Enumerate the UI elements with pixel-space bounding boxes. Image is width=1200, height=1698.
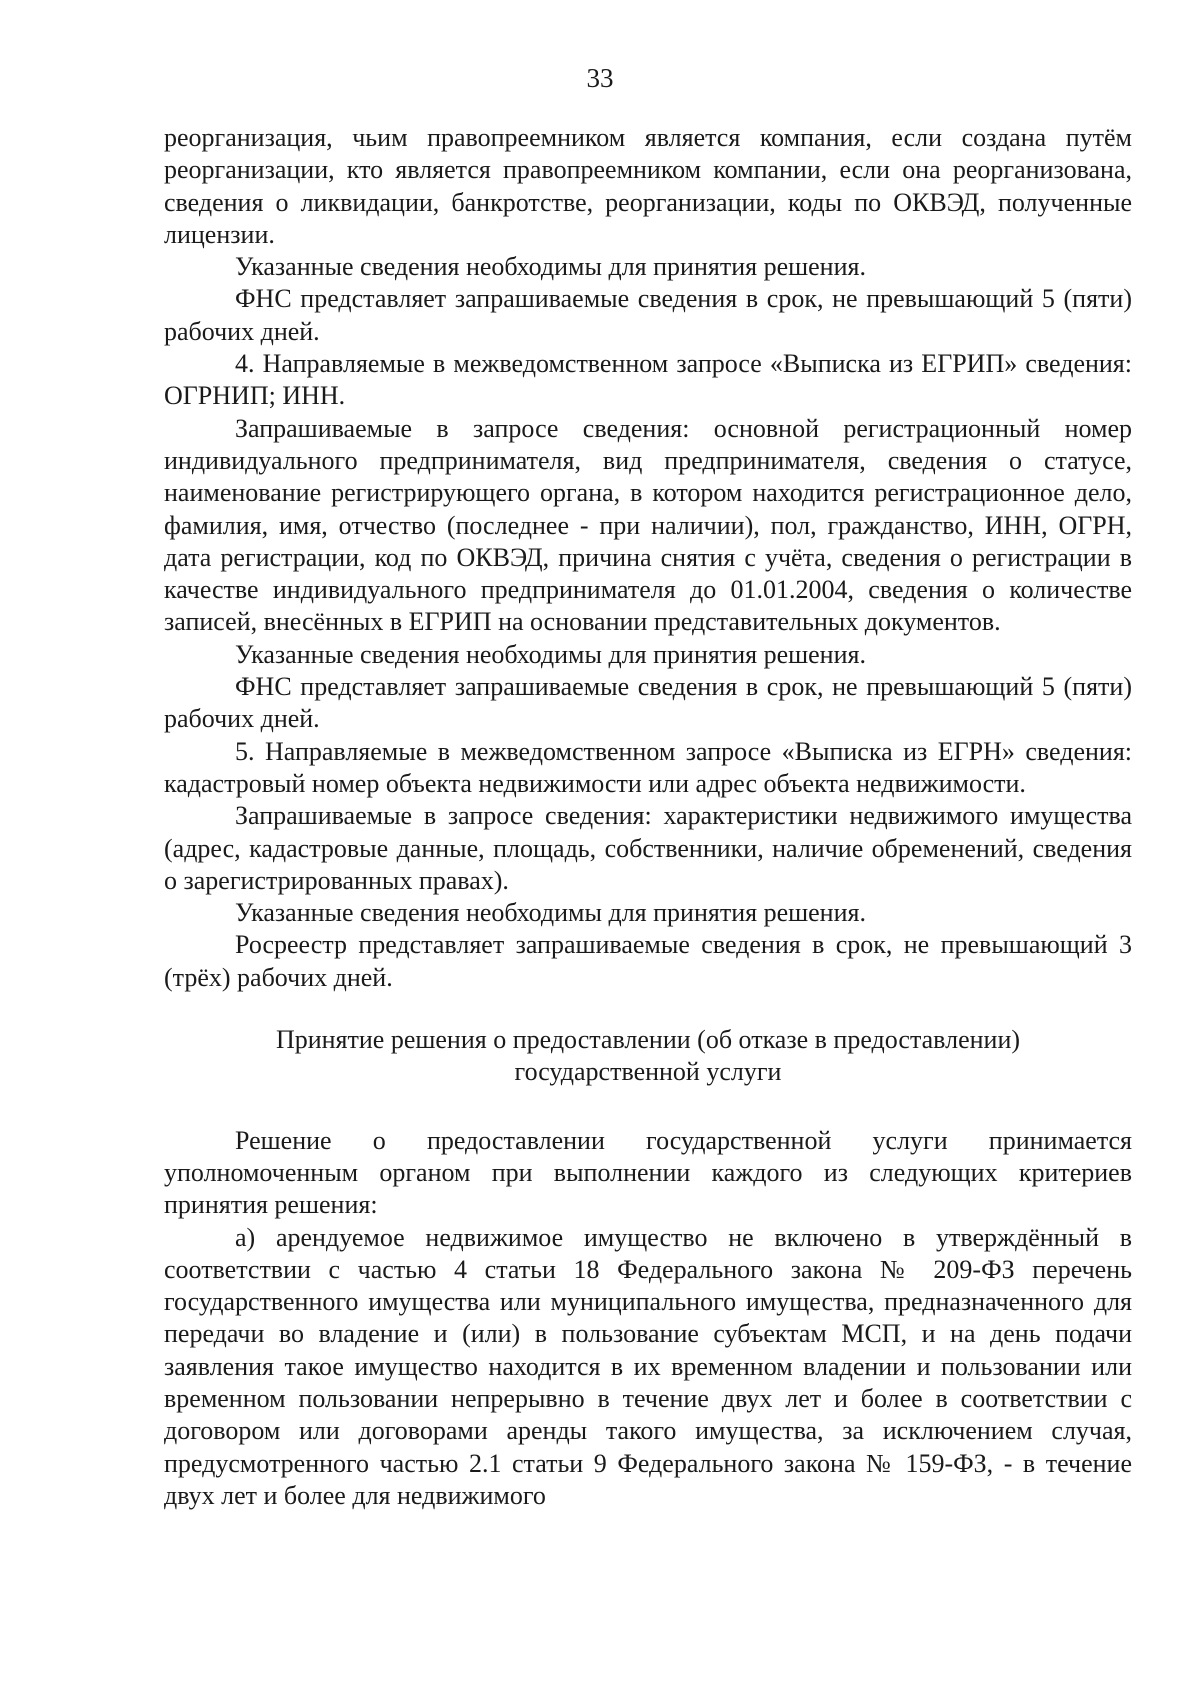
paragraph-item-a: а) арендуемое недвижимое имущество не включено в утверждённый в соответствии с частью 4 статьи 18 Федерального закона № 209-ФЗ перечень государственного имущества или муниципального имущества, предназначенного для передачи во владение и (или) в пользование субъектам МСП, и на день подачи заявления такое имущество находится в их временном владении и пользовании или временном пользовании непрерывно в течение двух лет и более в соответствии с договором или договорами аренды такого имущества, за исключением случая, предусмотренного частью 2.1 статьи 9 Федерального закона № 159-ФЗ, - в течение двух лет и более для недвижимого [164,1222,1132,1510]
section-heading [164,1024,1132,1089]
document-body [164,122,1132,1512]
page-number: 33 [586,63,614,93]
paragraph-item-5: 5. Направляемые в межведомственном запросе «Выписка из ЕГРН» сведения: кадастровый номер объекта недвижимости или адрес объекта недвижимости. [164,736,1132,798]
paragraph: Указанные сведения необходимы для принятия решения. [235,639,866,669]
paragraph: ФНС представляет запрашиваемые сведения в срок, не превышающий 5 (пяти) рабочих дней. [164,672,1132,734]
paragraph: Росреестр представляет запрашиваемые сведения в срок, не превышающий 3 (трёх) рабочих дней. [164,930,1132,992]
paragraph-item-4: 4. Направляемые в межведомственном запросе «Выписка из ЕГРИП» сведения: ОГРНИП; ИНН. [164,349,1132,411]
section-heading-line-1: Принятие решения о предоставлении (об отказе в предоставлении) [275,1025,1021,1055]
paragraph: Запрашиваемые в запросе сведения: основной регистрационный номер индивидуального предпринимателя, вид предпринимателя, сведения о статусе, наименование регистрирующего органа, в котором находится регистрационное дело, фамилия, имя, отчество (последнее - при наличии), пол, гражданство, ИНН, ОГРН, дата регистрации, код по ОКВЭД, причина снятия с учёта, сведения о регистрации в качестве индивидуального предпринимателя до 01.01.2004, сведения о количестве записей, внесённых в ЕГРИП на основании представительных документов. [164,413,1132,637]
paragraph: Запрашиваемые в запросе сведения: характеристики недвижимого имущества (адрес, кадастровые данные, площадь, собственники, наличие обременений, сведения о зарегистрированных правах). [164,801,1132,895]
paragraph-continuation: реорганизация, чьим правопреемником является компания, если создана путём реорганизации, кто является правопреемником компании, если она реорганизована, сведения о ликвидации, банкротстве, реорганизации, коды по ОКВЭД, полученные лицензии. [164,123,1132,249]
section-heading-line-2: государственной услуги [514,1057,782,1087]
paragraph: ФНС представляет запрашиваемые сведения в срок, не превышающий 5 (пяти) рабочих дней. [164,284,1132,346]
paragraph: Указанные сведения необходимы для принятия решения. [235,252,866,282]
paragraph: Указанные сведения необходимы для принятия решения. [235,898,866,928]
paragraph: Решение о предоставлении государственной услуги принимается уполномоченным органом при выполнении каждого из следующих критериев принятия решения: [164,1125,1132,1220]
